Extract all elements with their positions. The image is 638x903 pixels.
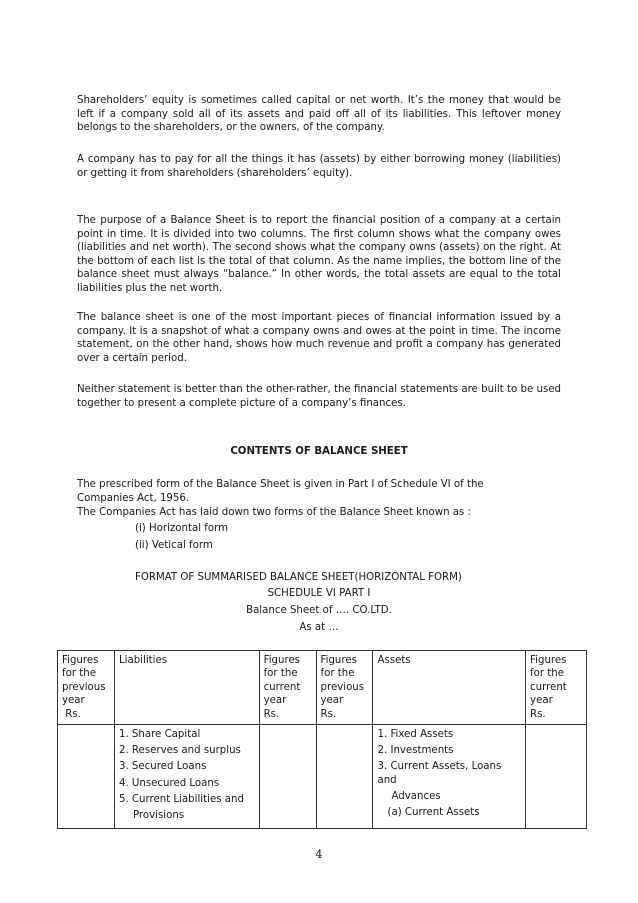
balance-sheet-of: Balance Sheet of …. CO.LTD. <box>246 605 392 616</box>
prescribed-text-line-1: The prescribed form of the Balance Sheet is given in Part I of Schedule VI of the <box>77 479 484 490</box>
forms-intro: The Companies Act has laid down two forms of the Balance Sheet known as : <box>77 507 471 518</box>
paragraph-company-pays: A company has to pay for all the things it has (assets) by either borrowing money (liabilities) or getting it from shareholders (shareholders’ equity). <box>77 154 561 179</box>
form-item-horizontal: (i) Horizontal form <box>135 523 229 534</box>
header-current-year-assets: Figures for the current year Rs. <box>526 651 587 725</box>
format-title: FORMAT OF SUMMARISED BALANCE SHEET(HORIZONTAL FORM) <box>135 572 462 583</box>
paragraph-importance: The balance sheet is one of the most important pieces of financial information issued by a company. It is a snapshot of what a company owns and owes at the point in time. The income statement, on the other hand, shows how much revenue and profit a company has generated over a certain period. <box>77 312 561 364</box>
list-item: Provisions <box>132 810 185 822</box>
paragraph-shareholders-equity: Shareholders’ equity is sometimes called capital or net worth. It’s the money that would be left if a company sold all of its assets and paid off all of its liabilities. This leftover money belongs to the shareholders, or the owners, of the company. <box>77 95 561 134</box>
list-item: 4. Unsecured Loans <box>118 777 220 789</box>
header-prev-year-liabilities: Figures for the previous year Rs. <box>58 651 115 725</box>
header-prev-year-assets: Figures for the previous year Rs. <box>316 651 373 725</box>
list-item: (a) Current Assets <box>387 807 480 819</box>
cell-prev-year-liabilities <box>58 725 115 829</box>
paragraph-neither-statement: Neither statement is better than the other-rather, the financial statements are built to be used together to present a complete picture of a company’s finances. <box>77 384 561 409</box>
list-item: 1. Share Capital <box>118 729 201 741</box>
cell-current-year-assets <box>526 725 587 829</box>
list-item: 3. Secured Loans <box>118 761 207 773</box>
table-header-row <box>58 651 587 725</box>
header-current-year-liabilities: Figures for the current year Rs. <box>259 651 316 725</box>
cell-current-year-liabilities <box>259 725 316 829</box>
header-liabilities: Liabilities <box>114 651 259 725</box>
assets-list <box>373 725 526 829</box>
list-item: 2. Investments <box>377 745 454 757</box>
table-row <box>58 725 587 829</box>
liabilities-list <box>114 725 259 829</box>
schedule-title: SCHEDULE VI PART I <box>267 588 371 599</box>
list-item: 3. Current Assets, Loans <box>377 761 502 773</box>
list-item: 2. Reserves and surplus <box>118 745 241 757</box>
section-heading: CONTENTS OF BALANCE SHEET <box>230 446 408 457</box>
as-at-line: As at … <box>299 622 339 633</box>
list-item: and <box>377 774 397 786</box>
balance-sheet-table <box>57 650 587 829</box>
list-item: Advances <box>391 791 441 803</box>
form-item-vertical: (ii) Vetical form <box>135 540 213 551</box>
page-number: 4 <box>315 848 323 861</box>
list-item: 5. Current Liabilities and <box>118 793 244 805</box>
paragraph-purpose: The purpose of a Balance Sheet is to report the financial position of a company at a certain point in time. It is divided into two columns. The first column shows what the company owes (liabilities and net worth). The second shows what the company owns (assets) on the right. At the bottom of each list is the total of that column. As the name implies, the bottom line of the balance sheet must always “balance.” In other words, the total assets are equal to the total liabilities plus the net worth. <box>77 215 561 294</box>
list-item: 1. Fixed Assets <box>377 729 454 741</box>
header-assets: Assets <box>373 651 526 725</box>
prescribed-text-line-2: Companies Act, 1956. <box>77 493 190 504</box>
cell-prev-year-assets <box>316 725 373 829</box>
